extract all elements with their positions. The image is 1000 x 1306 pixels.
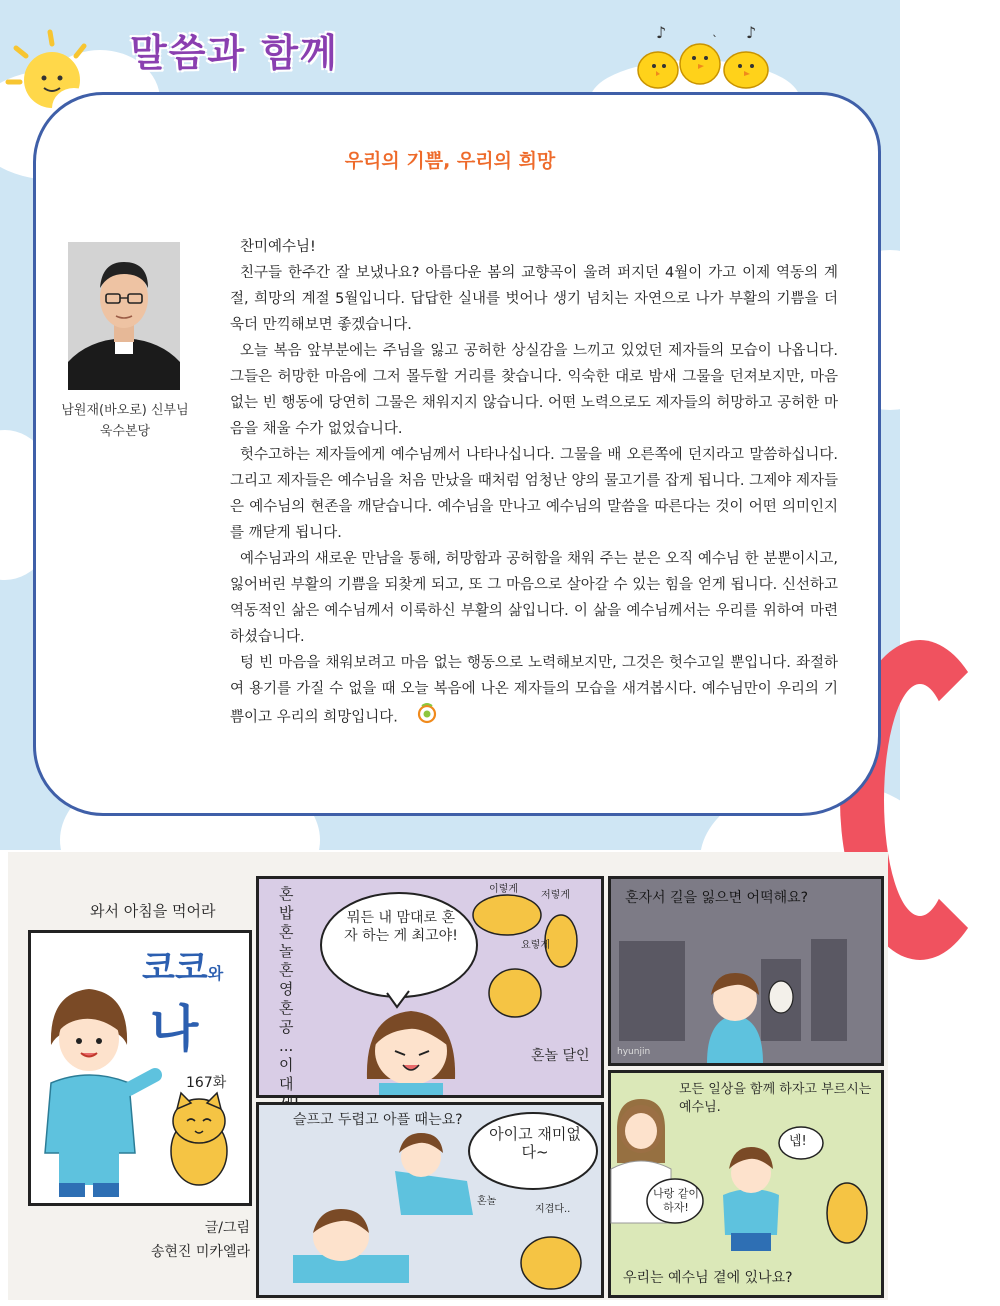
author-parish: 욱수본당 (99, 424, 151, 439)
panel1-cat-note: 저렇게 (541, 890, 570, 901)
panel1-label: 혼놀 달인 (531, 1048, 590, 1064)
panel3-text: 슬프고 두렵고 아플 때는요? (293, 1112, 463, 1128)
credit-author: 송현진 미카엘라 (150, 1244, 250, 1260)
chicks-icon (628, 18, 778, 98)
panel4-jesus-bubble: 나랑 같이 하자! (653, 1187, 700, 1214)
svg-text:♪: ♪ (746, 23, 757, 42)
series-title-a: 코코 (142, 948, 208, 988)
series-title-b: 와 (207, 964, 224, 983)
paragraph-text: 텅 빈 마음을 채워보려고 마음 없는 행동으로 노력해보지만, 그것은 헛수고일 뿐입니다. 좌절하여 용기를 가질 수 없을 때 오늘 복음에 나온 제자들의 모습을 새겨봅시다. 예수님만이 우리의 기쁨이고 우리의 희망입니다. (230, 655, 838, 726)
author-name: 남원재(바오로) 신부님 (61, 403, 189, 418)
paragraph-last (230, 650, 838, 733)
comic-panel-4 (608, 1070, 884, 1298)
series-title-c: 나 (150, 1000, 199, 1058)
author-caption (58, 400, 192, 442)
comic-panel-3 (256, 1102, 604, 1298)
paragraph: 예수님과의 새로운 만남을 통해, 허망함과 공허함을 채워 주는 분은 오직 예수님 한 분뿐이시고, 잃어버린 부활의 기쁨을 되찾게 되고, 또 그 마음으로 살아갈 수 있는 힘을 얻게 됩니다. 신선하고 역동적인 삶은 예수님께서 이룩하신 부활의 삶입니다. 이 삶을 예수님께서는 우리를 위하여 마련하셨습니다. (230, 551, 838, 645)
comic-panel-1 (256, 876, 604, 1098)
paragraph: 헛수고하는 제자들에게 예수님께서 나타나십니다. 그물을 배 오른쪽에 던지라고 말씀하십니다. 그리고 제자들은 예수님을 처음 만났을 때처럼 엄청난 양의 물고기를 잡게 됩니다. 그제야 제자들은 예수님의 현존을 깨닫습니다. 예수님을 만나고 예수님의 말씀을 따른다는 것이 어떤 의미인지를 깨닫게 됩니다. (230, 447, 838, 541)
panel1-vertical-text: 혼밥 혼놀 혼영 혼공 ... 이 대 (279, 885, 294, 1093)
credit-line: 글/그림 (204, 1220, 250, 1236)
section-title: 말씀과 함께 (130, 31, 339, 75)
paragraph: 오늘 복음 앞부분에는 주님을 잃고 공허한 상실감을 느끼고 있었던 제자들의 모습이 나옵니다. 그들은 허망한 마음에 그저 몰두할 거리를 찾습니다. 익숙한 대로 밤새 그물을 던져보지만, 마음 없는 빈 행동에 당연히 그물은 채워지지 않습니다. 어떤 노력으로도 제자들의 허망하고 공허한 마음을 채울 수가 없었습니다. (230, 343, 838, 437)
panel3-note: 혼놀 (477, 1196, 497, 1207)
panel1-cat-note: 요렇게 (521, 940, 550, 951)
article-body (230, 234, 838, 733)
comic-panel-2 (608, 876, 884, 1066)
panel4-girl-bubble: 넵! (789, 1134, 807, 1149)
svg-text:♪: ♪ (656, 23, 667, 42)
comic-credit (110, 1216, 250, 1264)
panel4-bottom-text: 우리는 예수님 곁에 있나요? (623, 1270, 793, 1286)
paragraph: 친구들 한주간 잘 보냈나요? 아름다운 봄의 교향곡이 울려 퍼지던 4월이 가고 이제 역동의 계절, 희망의 계절 5월입니다. 답답한 실내를 벗어나 생기 넘치는 자연으로 나가 부활의 기쁨을 더욱더 만끽해보면 좋겠습니다. (230, 265, 838, 333)
panel2-signature: hyunjin (617, 1047, 651, 1057)
comic-caption: 와서 아침을 먹어라 (90, 902, 216, 920)
panel3-note: 지겹다.. (535, 1204, 571, 1215)
panel4-text: 모든 일상을 함께 하자고 부르시는 예수님. (679, 1082, 872, 1115)
svg-text:ˎ: ˎ (712, 23, 718, 37)
panel2-text: 혼자서 길을 잃으면 어떡해요? (625, 890, 809, 906)
author-photo (68, 242, 180, 390)
end-mark-icon (406, 702, 438, 733)
episode-number: 167화 (186, 1075, 227, 1091)
comic-series-title (142, 940, 223, 1061)
article-title: 우리의 기쁨, 우리의 희망 (344, 150, 556, 172)
panel1-bubble-text: 뭐든 내 맘대로 혼자 하는 게 최고야! (344, 910, 458, 944)
paragraph: 찬미예수님! (240, 239, 316, 255)
panel3-bubble-text: 아이고 재미없다~ (489, 1125, 581, 1161)
panel1-cat-note: 이렇게 (489, 884, 518, 895)
